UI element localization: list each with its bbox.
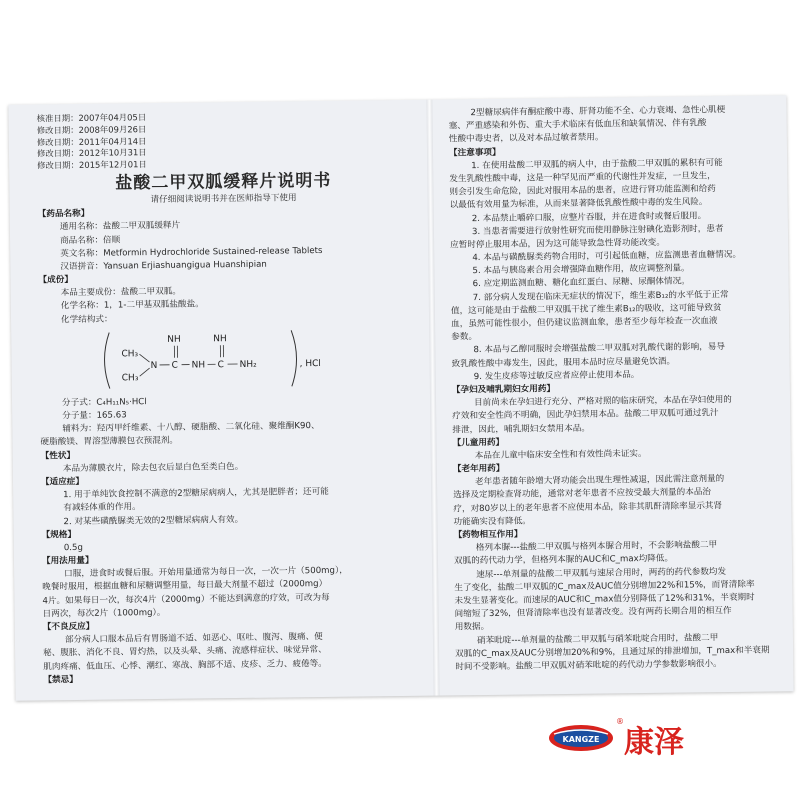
registered-mark: ® — [616, 717, 624, 726]
revision-date: 修改日期：2008年09月26日 — [36, 123, 147, 136]
section-header-interactions: 【药物相互作用】 — [453, 529, 523, 541]
caution-line: 8. 本品与乙醇同服时会增强盐酸二甲双胍对乳酸代谢的影响，易导 — [473, 342, 726, 356]
logo-mark — [548, 712, 718, 774]
ch3-bottom: CH₃ — [121, 373, 139, 384]
indications-line: 有减轻体重的作用。 — [63, 502, 141, 514]
interaction-line: 速尿---单剂量的盐酸二甲双胍与速尿合用时，两药的药代参数均发 — [476, 566, 727, 580]
interaction-line: 未发生显著变化。而速尿的AUC和C_max值分别降低了12%和31%，半衰期时 — [454, 592, 755, 607]
section-header-children: 【儿童用药】 — [452, 437, 505, 449]
adverse-line: 秘、腹胀、消化不良、胃灼热，以及头晕、头痛、流感样症状、味觉异常、 — [43, 645, 327, 659]
caution-line: 6. 应定期监测血糖、糖化血红蛋白、尿糖、尿酮体情况。 — [472, 276, 690, 290]
interaction-line: 双胍的C_max及AUC分别增加20%和9%，且通过尿的排泄增加，T_max和半衰期 — [455, 645, 770, 660]
adverse-line: 部分病人口服本品后有胃肠道不适、如恶心、呕吐、腹泻、腹痛、便 — [64, 632, 323, 646]
interaction-line: 格列本脲---盐酸二甲双胍与格列本脲合用时，不会影响盐酸二甲 — [475, 540, 718, 554]
interaction-line: 间缩短了32%，但肾清除率也没有显著改变。没有两药长期合用的相互作 — [454, 606, 732, 620]
caution-line: 5. 本品与胰岛素合用会增强降血糖作用，故应调整剂量。 — [472, 263, 690, 277]
caution-line: 值，这可能是由于盐酸二甲双胍干扰了维生素B₁₂的吸收，这可能导致贫 — [450, 302, 722, 317]
caution-line: 应暂时停止服用本品，因为这可能导致急性肾功能改变。 — [450, 237, 666, 251]
revision-date: 修改日期：2012年10月31日 — [36, 147, 147, 159]
indications-line: 1. 用于单纯饮食控制不满意的2型糖尿病病人，尤其是肥胖者；还可能 — [63, 487, 329, 501]
caution-line: 7. 部分病人发现在临床无症状的情况下，维生素B₁₂的水平低于正常 — [472, 289, 729, 303]
pregnancy-line: 目前尚未在孕妇进行充分、严格对照的临床研究，本品在孕妇使用的 — [474, 395, 732, 409]
left-column — [36, 108, 415, 687]
revision-date: 修改日期：2011年04月14日 — [36, 135, 147, 148]
caution-line: 1. 在使用盐酸二甲双胍的病人中，由于盐酸二甲双胍的累积有可能 — [471, 157, 723, 171]
section-header-cautions: 【注意事项】 — [448, 147, 501, 158]
composition-line: 化学名称：1，1-二甲基双胍盐酸盐。 — [60, 299, 204, 312]
nh-link: NH — [191, 360, 206, 371]
interaction-line: 用数据。 — [454, 622, 490, 633]
elderly-line: 功能确实没有降低。 — [453, 516, 531, 528]
caution-line: 3. 当患者需要进行放射性研究而使用静脉注射碘化造影剂时，患者 — [471, 223, 724, 237]
usage-line: 口服，进食时或餐后服。开始用量通常为每日一次，一次一片（500mg）， — [64, 565, 348, 580]
carbon-1: C — [171, 360, 178, 371]
indications-line: 2. 对某些磺酰脲类无效的2型糖尿病病人有效。 — [63, 514, 244, 527]
interaction-line: 硝苯吡啶---单剂量的盐酸二甲双胍与硝苯吡啶合用时，盐酸二甲 — [476, 632, 719, 646]
caution-line: 发生乳酸性酸中毒，这是一种罕见而严重的代谢性并发症，一旦发生， — [449, 171, 716, 185]
adverse-line: 肌肉疼痛、低血压、心悸、潮红、寒战、胸部不适、皮疹、乏力、疲倦等。 — [43, 658, 327, 672]
composition-line: 化学结构式： — [60, 314, 113, 325]
caution-line: 则会引发生命危险，因此对服用本品的患者，应进行肾功能监测和给药 — [449, 184, 716, 198]
caution-line: 血，虽然可能性很小，但仍建议监测血象，患者至少每年检查一次血液 — [451, 316, 718, 330]
formula-line: 分子量：165.63 — [62, 410, 127, 422]
formula-line: 辅料为：羟丙甲纤维素、十八醇、硬脂酸、二氧化硅、聚维酮K90、 — [62, 421, 320, 435]
section-header-adverse: 【不良反应】 — [42, 621, 95, 633]
section-header-indications: 【适应症】 — [40, 476, 85, 488]
children-text: 本品在儿童中临床安全性和有效性尚未证实。 — [474, 448, 647, 461]
intro-line: 塞、严重感染和外伤、重大手术临床有低血压和缺氧情况、伴有乳酸 — [448, 118, 707, 132]
section-header-contraindications: 【禁忌】 — [43, 674, 78, 686]
interaction-line: 生了变化，盐酸二甲双胍的C_max及AUC值分别增加22%和15%，而肾清除率 — [454, 579, 755, 594]
elderly-line: 疗，对80岁以上的老年患者不应使用本品，除非其肌酐清除率显示其肾 — [453, 500, 723, 514]
hcl-label: , HCl — [299, 358, 321, 370]
usage-line: 日两次，每次2片（1000mg）。 — [42, 607, 166, 620]
character-text: 本品为薄膜衣片，除去包衣后显白色至类白色。 — [62, 461, 244, 474]
formula-line: 分子式：C₄H₁₁N₅·HCl — [61, 396, 147, 409]
elderly-line: 老年患者随年龄增大肾功能会出现生理性减退，因此需注意剂量的 — [474, 474, 725, 488]
amino-group: NH₂ — [239, 359, 257, 370]
imine-top-1: NH — [167, 334, 181, 345]
drug-name-line: 通用名称：盐酸二甲双胍缓释片 — [59, 221, 181, 233]
pregnancy-line: 排泄，因此，哺乳期妇女禁用本品。 — [452, 423, 590, 435]
section-header-spec: 【规格】 — [41, 529, 77, 541]
intro-line: 2型糖尿病伴有酮症酸中毒、肝肾功能不全、心力衰竭、急性心肌梗 — [470, 105, 726, 119]
document-title: 盐酸二甲双胍缓释片说明书 — [115, 170, 332, 194]
section-header-character: 【性状】 — [40, 450, 76, 462]
caution-line: 4. 本品与磺酰脲类药物合用时，可引起低血糖，应监测患者血糖情况。 — [472, 249, 742, 264]
revision-date: 修改日期：2015年12月01日 — [37, 159, 147, 171]
document-subtitle: 请仔细阅读说明书并在医师指导下使用 — [150, 193, 297, 206]
caution-line: 以最低有效用量为标准，从而来显著降低乳酸性酸中毒的发生风险。 — [449, 197, 708, 211]
right-column — [448, 103, 777, 674]
caution-line: 9. 发生皮疹等过敏反应者应停止使用本品。 — [473, 369, 640, 382]
pregnancy-line: 疗效和安全性尚不明确，因此孕妇禁用本品。盐酸二甲双胍可通过乳汁 — [452, 408, 719, 422]
usage-line: 晚餐时服用，根据血糖和尿糖调整用量，每日最大剂量不超过（2000mg） — [42, 579, 328, 593]
imine-top-2: NH — [213, 333, 227, 345]
drug-name-line: 英文名称：Metformin Hydrochloride Sustained-release Tablets — [60, 245, 323, 259]
drug-name-line: 商品名称：倍顺 — [59, 234, 121, 246]
formula-line: 硬脂酸镁、胃溶型薄膜包衣预混剂。 — [40, 436, 179, 448]
paper-fold — [426, 100, 439, 696]
composition-line: 本品主要成份：盐酸二甲双胍。 — [60, 286, 182, 299]
section-header-usage: 【用法用量】 — [41, 555, 94, 567]
caution-line: 致乳酸性酸中毒发生，因此，服用本品时应尽量避免饮酒。 — [451, 356, 676, 369]
carbon-2: C — [217, 360, 224, 371]
section-header-drug-name: 【药品名称】 — [37, 208, 90, 220]
drug-name-line: 汉语拼音：Yansuan Erjiashuangigua Huanshipian — [60, 259, 267, 273]
chemical-structure — [39, 325, 412, 394]
interaction-line: 时间不受影响。盐酸二甲双胍对硝苯吡啶的药代动力学参数影响很小。 — [455, 658, 722, 673]
section-header-pregnancy: 【孕妇及哺乳期妇女用药】 — [451, 384, 556, 396]
intro-line: 性酸中毒史者，以及对本品过敏者禁用。 — [448, 132, 604, 145]
kangze-logo — [548, 712, 718, 774]
caution-line: 2. 本品禁止嚼碎口服，应整片吞服，并在进食时或餐后服用。 — [471, 210, 707, 224]
elderly-line: 选择及定期检查肾功能，通常对老年患者不应按受最大剂量的本品治 — [453, 487, 712, 501]
section-header-composition: 【成份】 — [38, 275, 73, 286]
logo-brand-en: KANGZE — [562, 735, 600, 744]
usage-line: 4片。如果每日一次，每次4片（2000mg）不能达到满意的疗效，可改为每 — [42, 592, 330, 607]
interaction-line: 双胍的药代动力学，但格列本脲的AUC和C_max均降低。 — [453, 554, 674, 567]
amine-n: N — [150, 360, 158, 371]
revision-date: 核准日期：2007年04月05日 — [36, 112, 147, 124]
spec-text: 0.5g — [63, 542, 83, 554]
instruction-leaflet — [8, 95, 793, 700]
ch3-top: CH₃ — [121, 349, 139, 360]
caution-line: 参数。 — [451, 332, 478, 343]
logo-brand-cn: 康泽 — [624, 725, 684, 760]
chemical-structure-diagram — [95, 326, 326, 393]
section-header-elderly: 【老年用药】 — [452, 463, 505, 475]
